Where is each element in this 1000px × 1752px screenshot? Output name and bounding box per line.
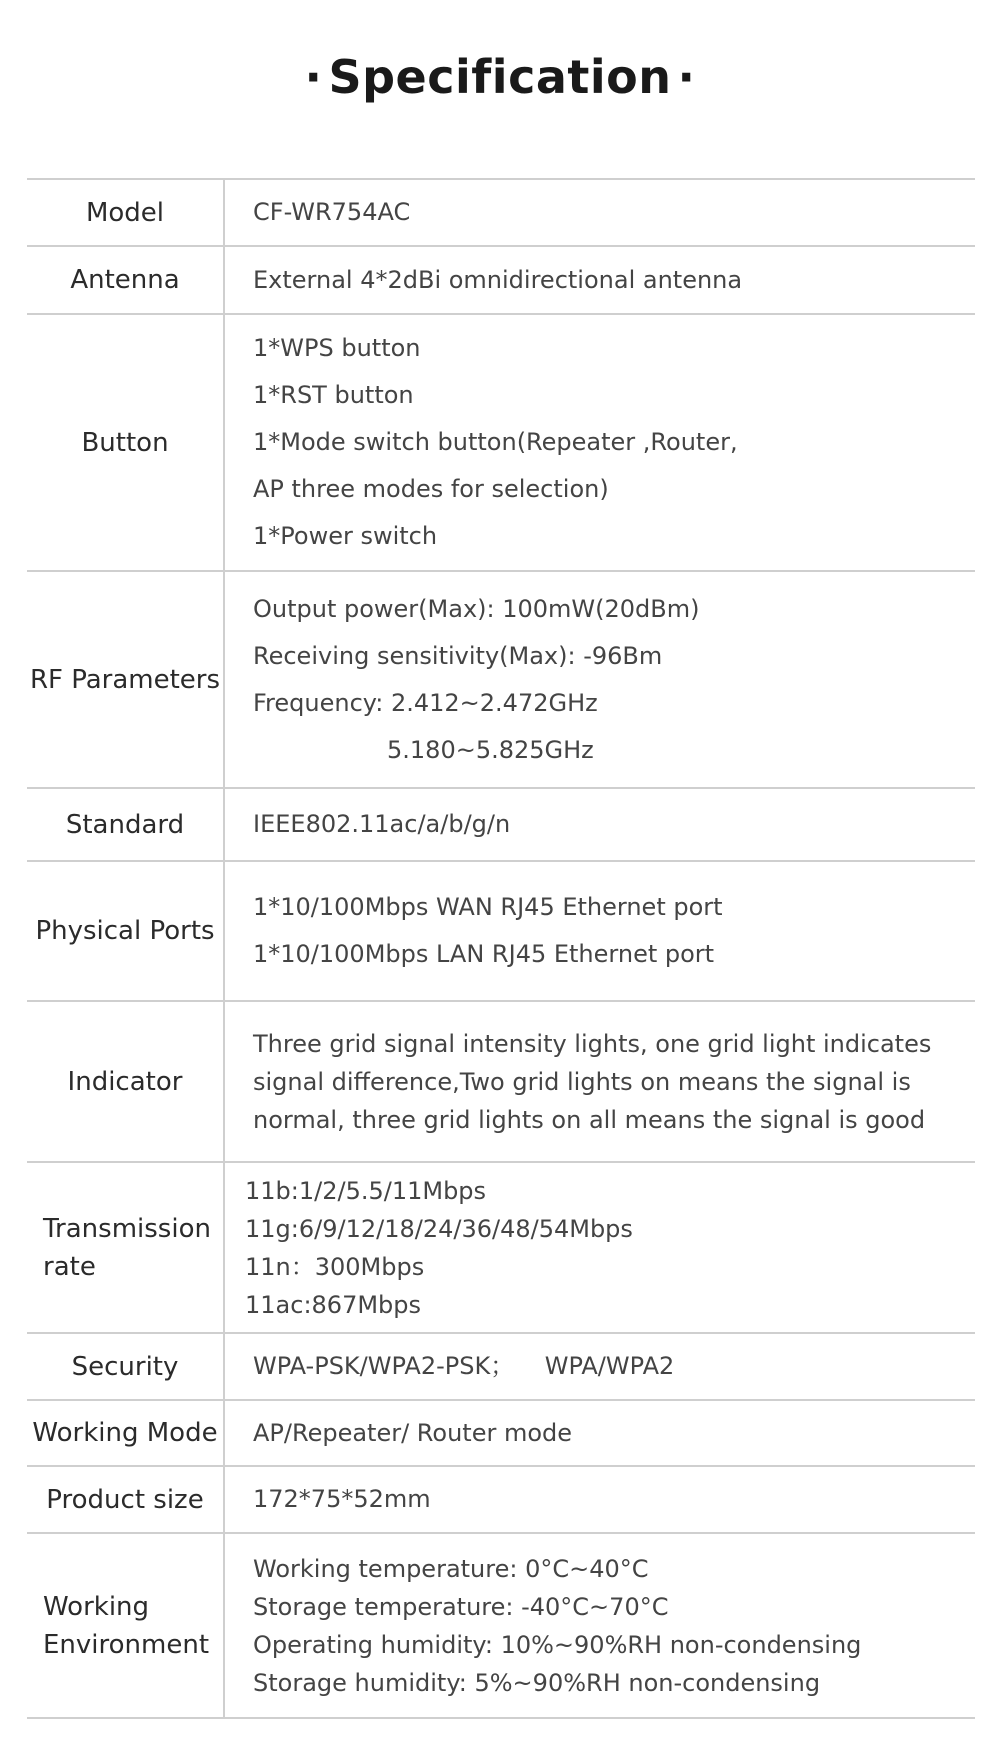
spec-label-cell	[27, 572, 225, 787]
spec-row-antenna	[27, 245, 975, 313]
spec-value-line: 1*WPS button	[253, 334, 421, 362]
spec-value-cell	[225, 1534, 975, 1717]
spec-value-cell	[225, 1401, 975, 1465]
spec-value-cell	[225, 1334, 975, 1399]
spec-label: Model	[85, 197, 165, 228]
spec-value-line: Storage temperature: -40°C~70°C	[253, 1592, 669, 1621]
spec-value-line: Frequency: 2.412~2.472GHz	[253, 688, 598, 717]
spec-row-transmission-rate	[27, 1161, 975, 1332]
spec-label-cell	[27, 1467, 225, 1532]
spec-value-line: Storage humidity: 5%~90%RH non-condensing	[253, 1668, 821, 1697]
spec-label: Physical Ports	[35, 916, 215, 946]
spec-value-cell	[225, 572, 975, 787]
spec-label: Working Mode	[32, 1418, 218, 1448]
spec-label-cell	[27, 1002, 225, 1161]
page-title-text: Specification	[328, 50, 672, 104]
spec-row-physical-ports	[27, 860, 975, 1000]
spec-label: Standard	[65, 809, 185, 840]
spec-value-line: CF-WR754AC	[253, 198, 411, 226]
page-title	[0, 50, 1000, 104]
spec-value-line: 1*RST button	[253, 381, 414, 409]
spec-label-cell	[27, 1334, 225, 1399]
spec-label-cell	[27, 180, 225, 245]
spec-value-line: AP three modes for selection)	[253, 475, 609, 503]
spec-value-line: 1*Mode switch button(Repeater ,Router,	[253, 428, 738, 456]
spec-value-cell	[225, 789, 975, 860]
spec-label: Working Environment	[43, 1591, 210, 1660]
spec-row-product-size	[27, 1465, 975, 1532]
title-dot-left: ·	[304, 50, 323, 104]
spec-value-cell	[225, 180, 975, 245]
spec-label: Security	[71, 1351, 179, 1382]
spec-value-line: IEEE802.11ac/a/b/g/n	[253, 810, 511, 838]
spec-label-cell	[27, 1401, 225, 1465]
spec-value-cell	[225, 862, 975, 1000]
spec-row-indicator	[27, 1000, 975, 1161]
spec-row-security	[27, 1332, 975, 1399]
spec-label: Antenna	[70, 265, 180, 295]
spec-table	[27, 178, 975, 1719]
spec-row-working-mode	[27, 1399, 975, 1465]
spec-value-cell	[225, 315, 975, 570]
spec-value-line: 1*10/100Mbps LAN RJ45 Ethernet port	[253, 940, 715, 968]
spec-value-line: AP/Repeater/ Router mode	[253, 1418, 573, 1447]
spec-row-standard	[27, 787, 975, 860]
spec-value-line: 5.180~5.825GHz	[387, 735, 594, 764]
spec-value-cell	[225, 1002, 975, 1161]
spec-row-working-environment	[27, 1532, 975, 1719]
spec-value-line: 1*10/100Mbps WAN RJ45 Ethernet port	[253, 893, 723, 921]
spec-label-cell	[27, 862, 225, 1000]
spec-row-button	[27, 313, 975, 570]
spec-value-line: Working temperature: 0°C~40°C	[253, 1554, 649, 1583]
spec-row-model	[27, 178, 975, 245]
spec-value-cell	[225, 1467, 975, 1532]
spec-value-line: Operating humidity: 10%~90%RH non-condensing	[253, 1630, 862, 1659]
spec-value-line: 11n：300Mbps	[245, 1252, 425, 1281]
spec-label-cell	[27, 789, 225, 860]
title-dot-right: ·	[677, 50, 696, 104]
spec-value-line: Receiving sensitivity(Max): -96Bm	[253, 641, 663, 670]
spec-label-cell	[27, 315, 225, 570]
spec-value-line: Output power(Max): 100mW(20dBm)	[253, 594, 700, 623]
spec-value-line: Three grid signal intensity lights, one grid light indicates signal difference,Two grid lights on means the signal is normal, three grid lights on all means the signal is good	[253, 1029, 932, 1134]
spec-value-line: 1*Power switch	[253, 522, 438, 550]
spec-value-line: 11b:1/2/5.5/11Mbps	[245, 1176, 487, 1205]
spec-value-line: WPA-PSK/WPA2-PSK； WPA/WPA2	[253, 1352, 675, 1380]
spec-value-line: 11ac:867Mbps	[245, 1290, 422, 1319]
spec-label: Indicator	[67, 1066, 183, 1097]
spec-value-line: External 4*2dBi omnidirectional antenna	[253, 265, 743, 294]
spec-value-cell	[225, 1163, 975, 1332]
spec-value-line: 172*75*52mm	[253, 1485, 431, 1513]
spec-label-cell	[27, 247, 225, 313]
spec-value-line: 11g:6/9/12/18/24/36/48/54Mbps	[245, 1214, 633, 1243]
spec-label: RF Parameters	[29, 664, 221, 695]
spec-row-rf-parameters	[27, 570, 975, 787]
spec-label: Button	[81, 427, 169, 458]
spec-label: Product size	[46, 1484, 204, 1515]
spec-label-cell	[27, 1163, 225, 1332]
spec-value-cell	[225, 247, 975, 313]
spec-label-cell	[27, 1534, 225, 1717]
spec-label: Transmission rate	[43, 1213, 211, 1282]
